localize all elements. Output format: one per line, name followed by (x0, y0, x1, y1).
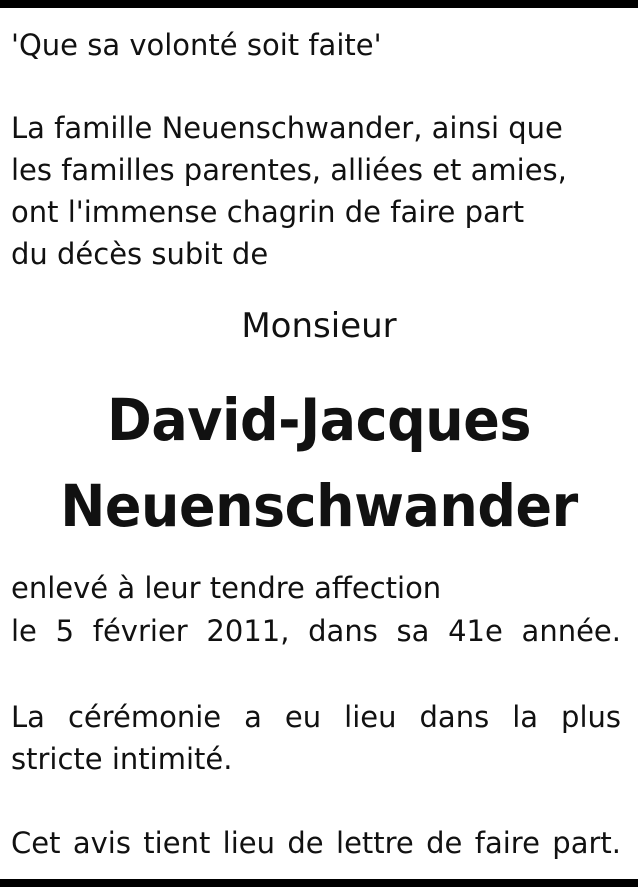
deceased-last-name: Neuenschwander (60, 472, 578, 540)
honorific-title: Monsieur (241, 306, 397, 346)
top-border-rule (0, 0, 638, 8)
deceased-first-name: David-Jacques (107, 386, 531, 454)
intro-line-4: du décès subit de (11, 237, 269, 271)
ceremony-line-2: stricte intimité. (11, 742, 233, 776)
death-line-1: enlevé à leur tendre affection (11, 571, 442, 605)
bottom-border-rule (0, 879, 638, 887)
intro-line-2: les familles parentes, alliées et amies, (11, 153, 567, 187)
closing-notice: Cet avis tient lieu de lettre de faire part. (11, 826, 621, 860)
ceremony-line-1: La cérémonie a eu lieu dans la plus (11, 700, 621, 734)
intro-line-1: La famille Neuenschwander, ainsi que (11, 111, 563, 145)
death-line-2: le 5 février 2011, dans sa 41e année. (11, 614, 621, 648)
motto-quote: 'Que sa volonté soit faite' (11, 28, 382, 62)
intro-line-3: ont l'immense chagrin de faire part (11, 195, 525, 229)
